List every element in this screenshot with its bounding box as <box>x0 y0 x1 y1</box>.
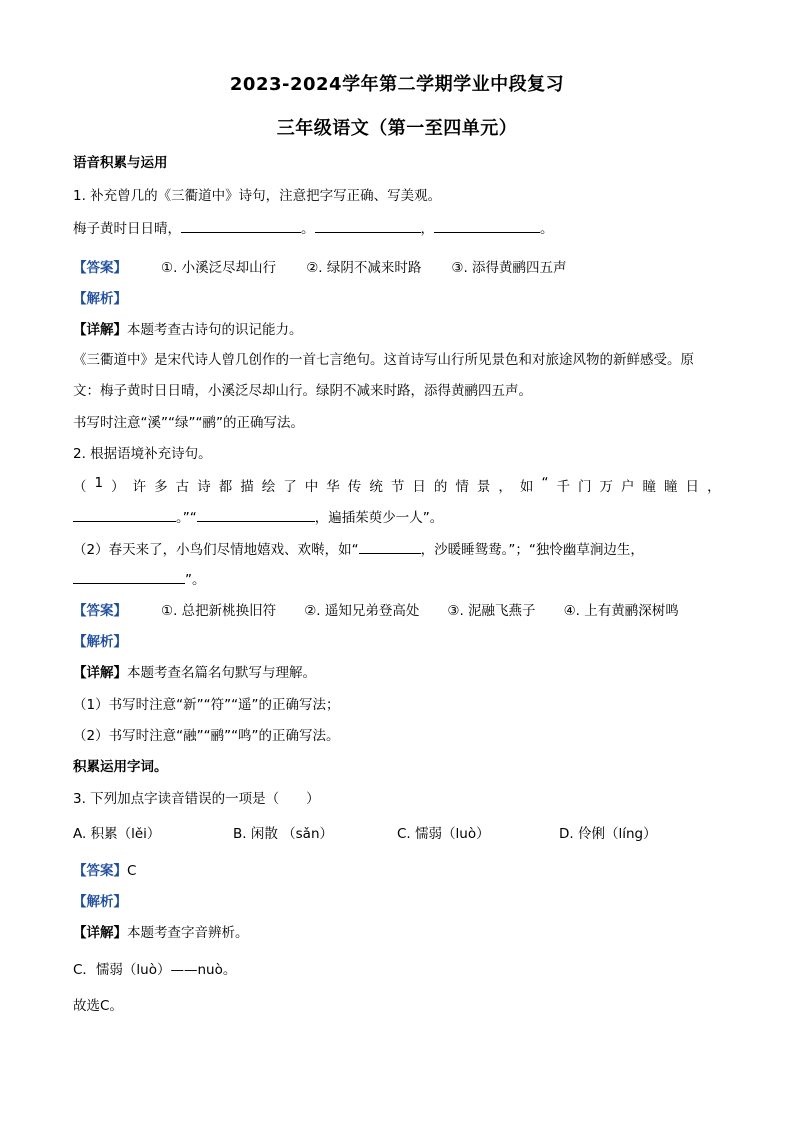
answer-blank[interactable] <box>181 218 301 233</box>
analysis-label: 【解析】 <box>73 291 127 307</box>
char: 绘 <box>261 479 276 495</box>
question-1-fill-line <box>73 217 721 237</box>
detail-label: 【详解】 <box>73 665 127 681</box>
char: 如 <box>519 479 534 495</box>
question-3-conclusion: 故选C。 <box>73 998 123 1014</box>
char: 户 <box>621 479 635 495</box>
detail-label: 【详解】 <box>73 322 127 338</box>
char: 古 <box>175 479 190 495</box>
question-1-answer <box>73 256 721 276</box>
document-subtitle: 三年级语文（第一至四单元） <box>276 118 518 139</box>
document-title: 2023-2024学年第二学期学业中段复习 <box>229 74 565 95</box>
analysis-label: 【解析】 <box>73 894 127 910</box>
answer-blank[interactable] <box>315 218 421 233</box>
option-d[interactable]: D. 伶俐（líng） <box>559 826 657 842</box>
char: 的 <box>433 479 448 495</box>
answer-label: 【答案】 <box>73 863 127 879</box>
question-1-paragraph: 《三衢道中》是宋代诗人曾几创作的一首七言绝句。这首诗写山行所见景色和对旅途风物的新鲜感受。原 <box>73 352 694 368</box>
question-2-sub1-line2 <box>73 506 721 526</box>
char: 千 <box>556 479 570 495</box>
answer-item: ④. 上有黄鹂深树鸣 <box>563 603 679 619</box>
question-1-stem: 1. 补充曾几的《三衢道中》诗句，注意把字写正确、写美观。 <box>73 188 442 204</box>
question-2-answer <box>73 599 721 619</box>
answer-item: ③. 添得黄鹂四五声 <box>451 260 567 276</box>
option-c[interactable]: C. 懦弱（luò） <box>397 826 490 842</box>
option-a[interactable]: A. 积累（lěi） <box>73 826 161 842</box>
question-1-paragraph: 文：梅子黄时日日晴，小溪泛尽却山行。绿阴不减来时路，添得黄鹂四五声。 <box>73 383 532 399</box>
char: 诗 <box>197 479 211 495</box>
char: 传 <box>347 479 362 495</box>
answer-item: ①. 总把新桃换旧符 <box>161 603 277 619</box>
detail-text: 本题考查字音辨析。 <box>127 925 249 941</box>
question-2-sub2-line2 <box>73 568 721 588</box>
question-text: （2）春天来了，小鸟们尽情地嬉戏、欢啭，如“ <box>73 542 359 558</box>
char: 统 <box>369 479 383 495</box>
punct: 。 <box>540 221 554 237</box>
char: 1 <box>94 475 104 491</box>
answer-blank[interactable] <box>359 539 421 554</box>
detail-text: 本题考查古诗句的识记能力。 <box>127 322 303 338</box>
char: 了 <box>283 479 297 495</box>
answer-blank[interactable] <box>73 507 176 522</box>
answer-blank[interactable] <box>73 569 185 584</box>
question-1-detail <box>73 318 721 338</box>
char: “ <box>541 475 549 491</box>
char: ， <box>707 479 721 495</box>
option-b[interactable]: B. 闲散 （sǎn） <box>233 826 333 842</box>
question-2-note: （2）书写时注意“融”“鹂”“鸣”的正确写法。 <box>73 728 340 744</box>
question-2-sub1-line1 <box>73 475 721 495</box>
punct: ”。 <box>185 572 206 588</box>
section-heading-phonetics: 语音积累与运用 <box>73 155 168 171</box>
char: 万 <box>599 479 613 495</box>
answer-item: ①. 小溪泛尽却山行 <box>161 260 277 276</box>
char: 中 <box>304 479 319 495</box>
poem-text: ，沙暖睡鸳鸯。”；“独怜幽草涧边生， <box>420 542 644 558</box>
char: 日 <box>412 479 426 495</box>
answer-label: 【答案】 <box>73 260 127 276</box>
char: 情 <box>455 479 469 495</box>
char: 多 <box>154 479 168 495</box>
question-3-detail <box>73 921 721 941</box>
char: ） <box>111 479 125 495</box>
question-3-explanation: C．懦弱（luò）——nuò。 <box>73 962 237 978</box>
char: （ <box>73 479 87 495</box>
question-2-stem: 2. 根据语境补充诗句。 <box>73 446 212 462</box>
char: 瞳 <box>664 479 678 495</box>
char: 门 <box>577 479 592 495</box>
question-1-note: 书写时注意“溪”“绿”“鹂”的正确写法。 <box>73 415 304 431</box>
poem-line-start: 梅子黄时日日晴， <box>73 221 181 237</box>
analysis-label: 【解析】 <box>73 634 127 650</box>
answer-item: ③. 泥融飞燕子 <box>447 603 536 619</box>
punct: ， <box>420 221 434 237</box>
answer-label: 【答案】 <box>73 603 127 619</box>
punct: 。 <box>301 221 315 237</box>
answer-item: ②. 遥知兄弟登高处 <box>304 603 420 619</box>
question-2-note: （1）书写时注意“新”“符”“遥”的正确写法； <box>73 697 340 713</box>
answer-blank[interactable] <box>434 218 540 233</box>
char: 都 <box>218 479 233 495</box>
char: 许 <box>132 479 147 495</box>
char: 描 <box>240 479 254 495</box>
char: 瞳 <box>642 479 657 495</box>
detail-label: 【详解】 <box>73 925 127 941</box>
answer-blank[interactable] <box>197 507 315 522</box>
char: 节 <box>390 479 405 495</box>
char: 日 <box>685 479 700 495</box>
punct: 。”“ <box>176 510 197 526</box>
answer-item: ②. 绿阴不减来时路 <box>306 260 422 276</box>
question-3-stem: 3. 下列加点字读音错误的一项是（ ） <box>73 791 320 807</box>
char: 华 <box>326 479 340 495</box>
answer-item: C <box>127 863 137 879</box>
question-3-answer <box>73 859 721 879</box>
char: ， <box>498 479 512 495</box>
poem-text: ，遍插茱萸少一人”。 <box>314 510 444 526</box>
detail-text: 本题考查名篇名句默写与理解。 <box>127 665 316 681</box>
char: 景 <box>476 479 491 495</box>
section-heading-vocabulary: 积累运用字词。 <box>73 759 168 775</box>
question-2-detail <box>73 661 721 681</box>
question-2-sub2-line1 <box>73 538 721 558</box>
